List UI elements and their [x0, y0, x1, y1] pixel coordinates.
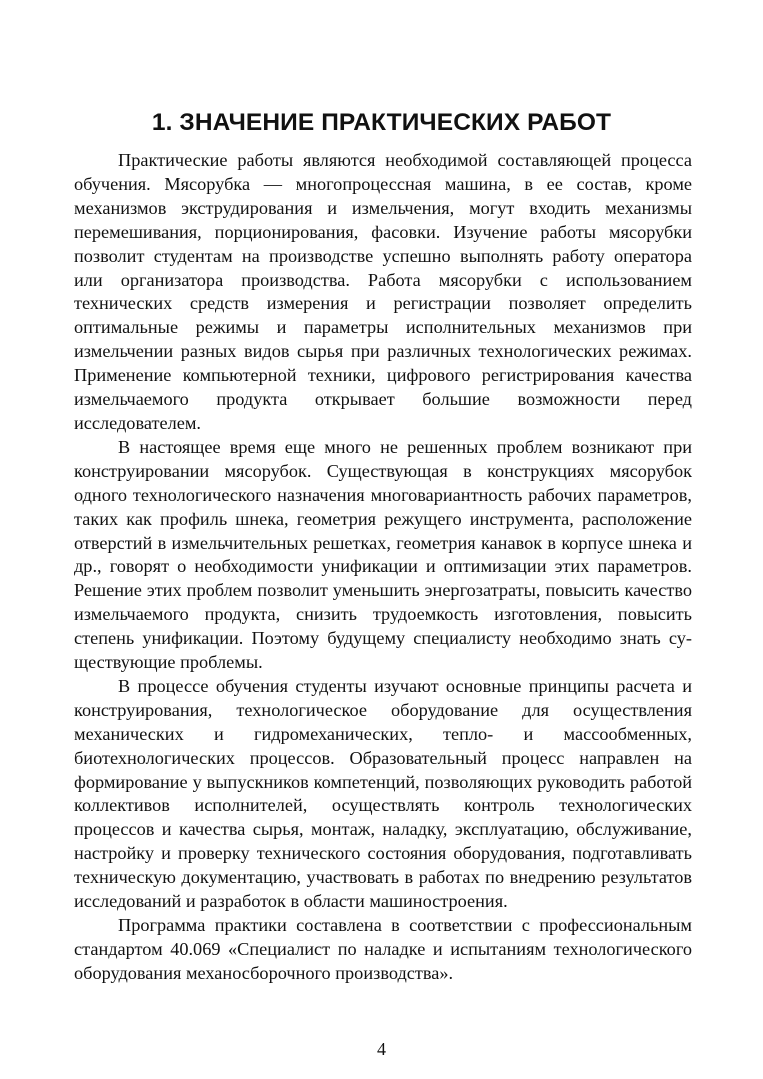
page-number: 4: [377, 1039, 386, 1059]
paragraph-2: В настоящее время еще много не решенных проблем возникают при конструировании мясорубок. Существующая в конструкциях мясорубок одного технологического назначения многовариантность рабочих параметров, таких как профиль шнека, геометрия режущего инструмента, расположение отверстий в измельчительных решетках, геометрия канавок в корпусе шнека и др., говорят о необходимости унификации и оптимизации этих параметров. Решение этих проблем позволит уменьшить энергозатраты, повысить качество измельчаемого продукта, снизить трудоемкость изготовления, повысить степень унификации. Поэтому будущему специалисту необходимо знать существующие проблемы.: [74, 436, 692, 673]
body-text: [74, 149, 692, 986]
paragraph-4: Программа практики составлена в соответствии с профессиональным стандартом 40.069 «Специалист по наладке и испытаниям технологического оборудования механосборочного производства».: [74, 915, 692, 983]
section-title: 1. ЗНАЧЕНИЕ ПРАКТИЧЕСКИХ РАБОТ: [151, 109, 612, 136]
paragraph-3: В процессе обучения студенты изучают основные принципы расчета и конструирования, технологическое оборудование для осуществления механических и гидромеханических, тепло- и массообменных, биотехнологических процессов. Образовательный процесс направлен на формирование у выпускников компетенций, позволяющих руководить работой коллективов исполнителей, осуществлять контроль технологических процессов и качества сырья, монтаж, наладку, эксплуатацию, обслуживание, настройку и проверку технического состояния оборудования, подготавливать техническую документацию, участвовать в работах по внедрению результатов исследований и разработок в области машиностроения.: [74, 675, 692, 912]
paragraph-1: Практические работы являются необходимой составляющей процесса обучения. Мясорубка — многопроцессная машина, в ее состав, кроме механизмов экструдирования и измельчения, могут входить механизмы перемешивания, порционирования, фасовки. Изучение работы мясорубки позволит студентам на производстве успешно выполнять работу оператора или организатора производства. Работа мясорубки с использованием технических средств измерения и регистрации позволяет определить оптимальные режимы и параметры исполнительных механизмов при измельчении разных видов сырья при различных технологических режимах. Применение компьютерной техники, цифрового регистрирования качества измельчаемого продукта открывает большие возможности перед исследователем.: [74, 150, 692, 433]
